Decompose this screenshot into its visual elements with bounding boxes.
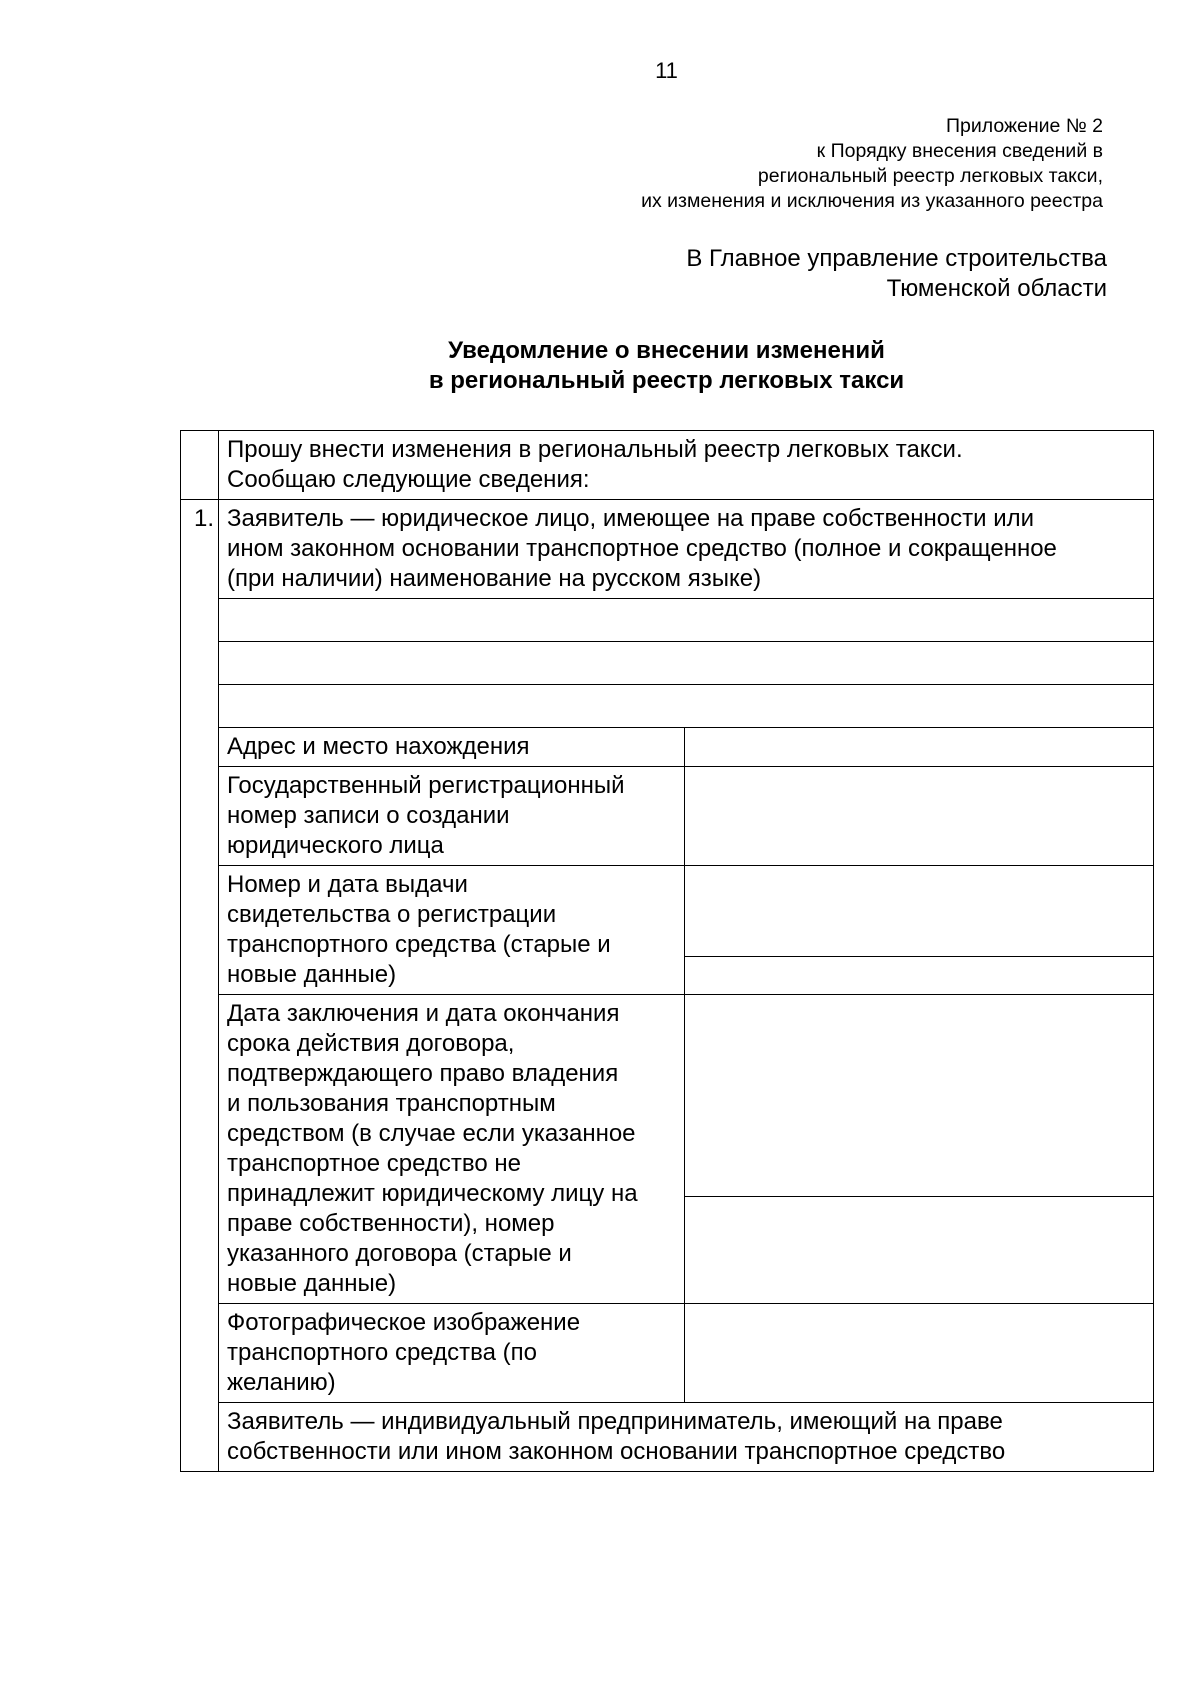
address-label <box>219 728 685 767</box>
name-entry-row <box>181 642 1154 685</box>
address-row <box>181 728 1154 767</box>
certificate-old-value-field[interactable] <box>685 866 1154 957</box>
contract-label-line: срока действия договора, <box>227 1030 515 1057</box>
contract-new-value-field[interactable] <box>685 1197 1154 1304</box>
certificate-label-line: Номер и дата выдачи <box>227 871 468 898</box>
appendix-line: Приложение № 2 <box>946 115 1103 137</box>
addressee-line: Тюменской области <box>886 275 1107 302</box>
heading-line: (при наличии) наименование на русском языке) <box>227 565 762 592</box>
certificate-row <box>181 866 1154 957</box>
certificate-label-line: свидетельства о регистрации <box>227 901 557 928</box>
section1-heading-row <box>181 500 1154 599</box>
individual-entrepreneur-heading <box>219 1403 1154 1472</box>
contract-label-line: средством (в случае если указанное <box>227 1120 636 1147</box>
photo-label-line: Фотографическое изображение <box>227 1309 581 1336</box>
ogrn-value-field[interactable] <box>685 767 1154 866</box>
ogrn-label-line: Государственный регистрационный <box>227 772 625 799</box>
contract-label-line: новые данные) <box>227 1270 397 1297</box>
ip-heading-line: Заявитель — индивидуальный предприниматель, имеющий на праве <box>227 1408 1003 1435</box>
certificate-new-value-field[interactable] <box>685 957 1154 995</box>
addressee-line: В Главное управление строительства <box>686 245 1107 272</box>
ogrn-label-line: юридического лица <box>227 832 444 859</box>
photo-label <box>219 1304 685 1403</box>
appendix-line: региональный реестр легковых такси, <box>757 165 1103 187</box>
individual-entrepreneur-row <box>181 1403 1154 1472</box>
intro-row <box>181 431 1154 500</box>
name-entry-field[interactable] <box>219 599 1154 642</box>
certificate-label-line: транспортного средства (старые и <box>227 931 611 958</box>
photo-row <box>181 1304 1154 1403</box>
page-number: 11 <box>655 58 678 83</box>
heading-line: Заявитель — юридическое лицо, имеющее на праве собственности или <box>227 505 1035 532</box>
section-number: 1. <box>181 500 219 1472</box>
contract-label-line: принадлежит юридическому лицу на <box>227 1180 638 1207</box>
appendix-line: к Порядку внесения сведений в <box>816 140 1103 162</box>
ogrn-row <box>181 767 1154 866</box>
name-entry-field[interactable] <box>219 685 1154 728</box>
contract-label-line: указанного договора (старые и <box>227 1240 572 1267</box>
contract-label-line: и пользования транспортным <box>227 1090 556 1117</box>
contract-row <box>181 995 1154 1197</box>
intro-text <box>219 431 1154 500</box>
document-title <box>0 336 1200 396</box>
section1-heading <box>219 500 1154 599</box>
number-cell <box>181 431 219 500</box>
name-entry-row <box>181 685 1154 728</box>
contract-label-line: Дата заключения и дата окончания <box>227 1000 620 1027</box>
certificate-label <box>219 866 685 995</box>
photo-value-field[interactable] <box>685 1304 1154 1403</box>
title-line: в региональный реестр легковых такси <box>428 367 905 394</box>
certificate-label-line: новые данные) <box>227 961 397 988</box>
addressee <box>686 244 1107 304</box>
title-line: Уведомление о внесении изменений <box>448 337 885 364</box>
contract-old-value-field[interactable] <box>685 995 1154 1197</box>
photo-label-line: желанию) <box>227 1369 336 1396</box>
name-entry-field[interactable] <box>219 642 1154 685</box>
notification-form-table <box>180 430 1154 1472</box>
intro-line: Сообщаю следующие сведения: <box>227 466 590 493</box>
address-value-field[interactable] <box>685 728 1154 767</box>
contract-label-line: транспортное средство не <box>227 1150 521 1177</box>
contract-label-line: праве собственности), номер <box>227 1210 555 1237</box>
intro-line: Прошу внести изменения в региональный реестр легковых такси. <box>227 436 963 463</box>
appendix-line: их изменения и исключения из указанного реестра <box>641 190 1103 212</box>
ogrn-label <box>219 767 685 866</box>
contract-label <box>219 995 685 1304</box>
contract-label-line: подтверждающего право владения <box>227 1060 619 1087</box>
appendix-reference <box>641 114 1103 214</box>
heading-line: ином законном основании транспортное средство (полное и сокращенное <box>227 535 1057 562</box>
ogrn-label-line: номер записи о создании <box>227 802 510 829</box>
photo-label-line: транспортного средства (по <box>227 1339 537 1366</box>
address-label-text: Адрес и место нахождения <box>227 733 530 760</box>
ip-heading-line: собственности или ином законном основании транспортное средство <box>227 1438 1006 1465</box>
name-entry-row <box>181 599 1154 642</box>
